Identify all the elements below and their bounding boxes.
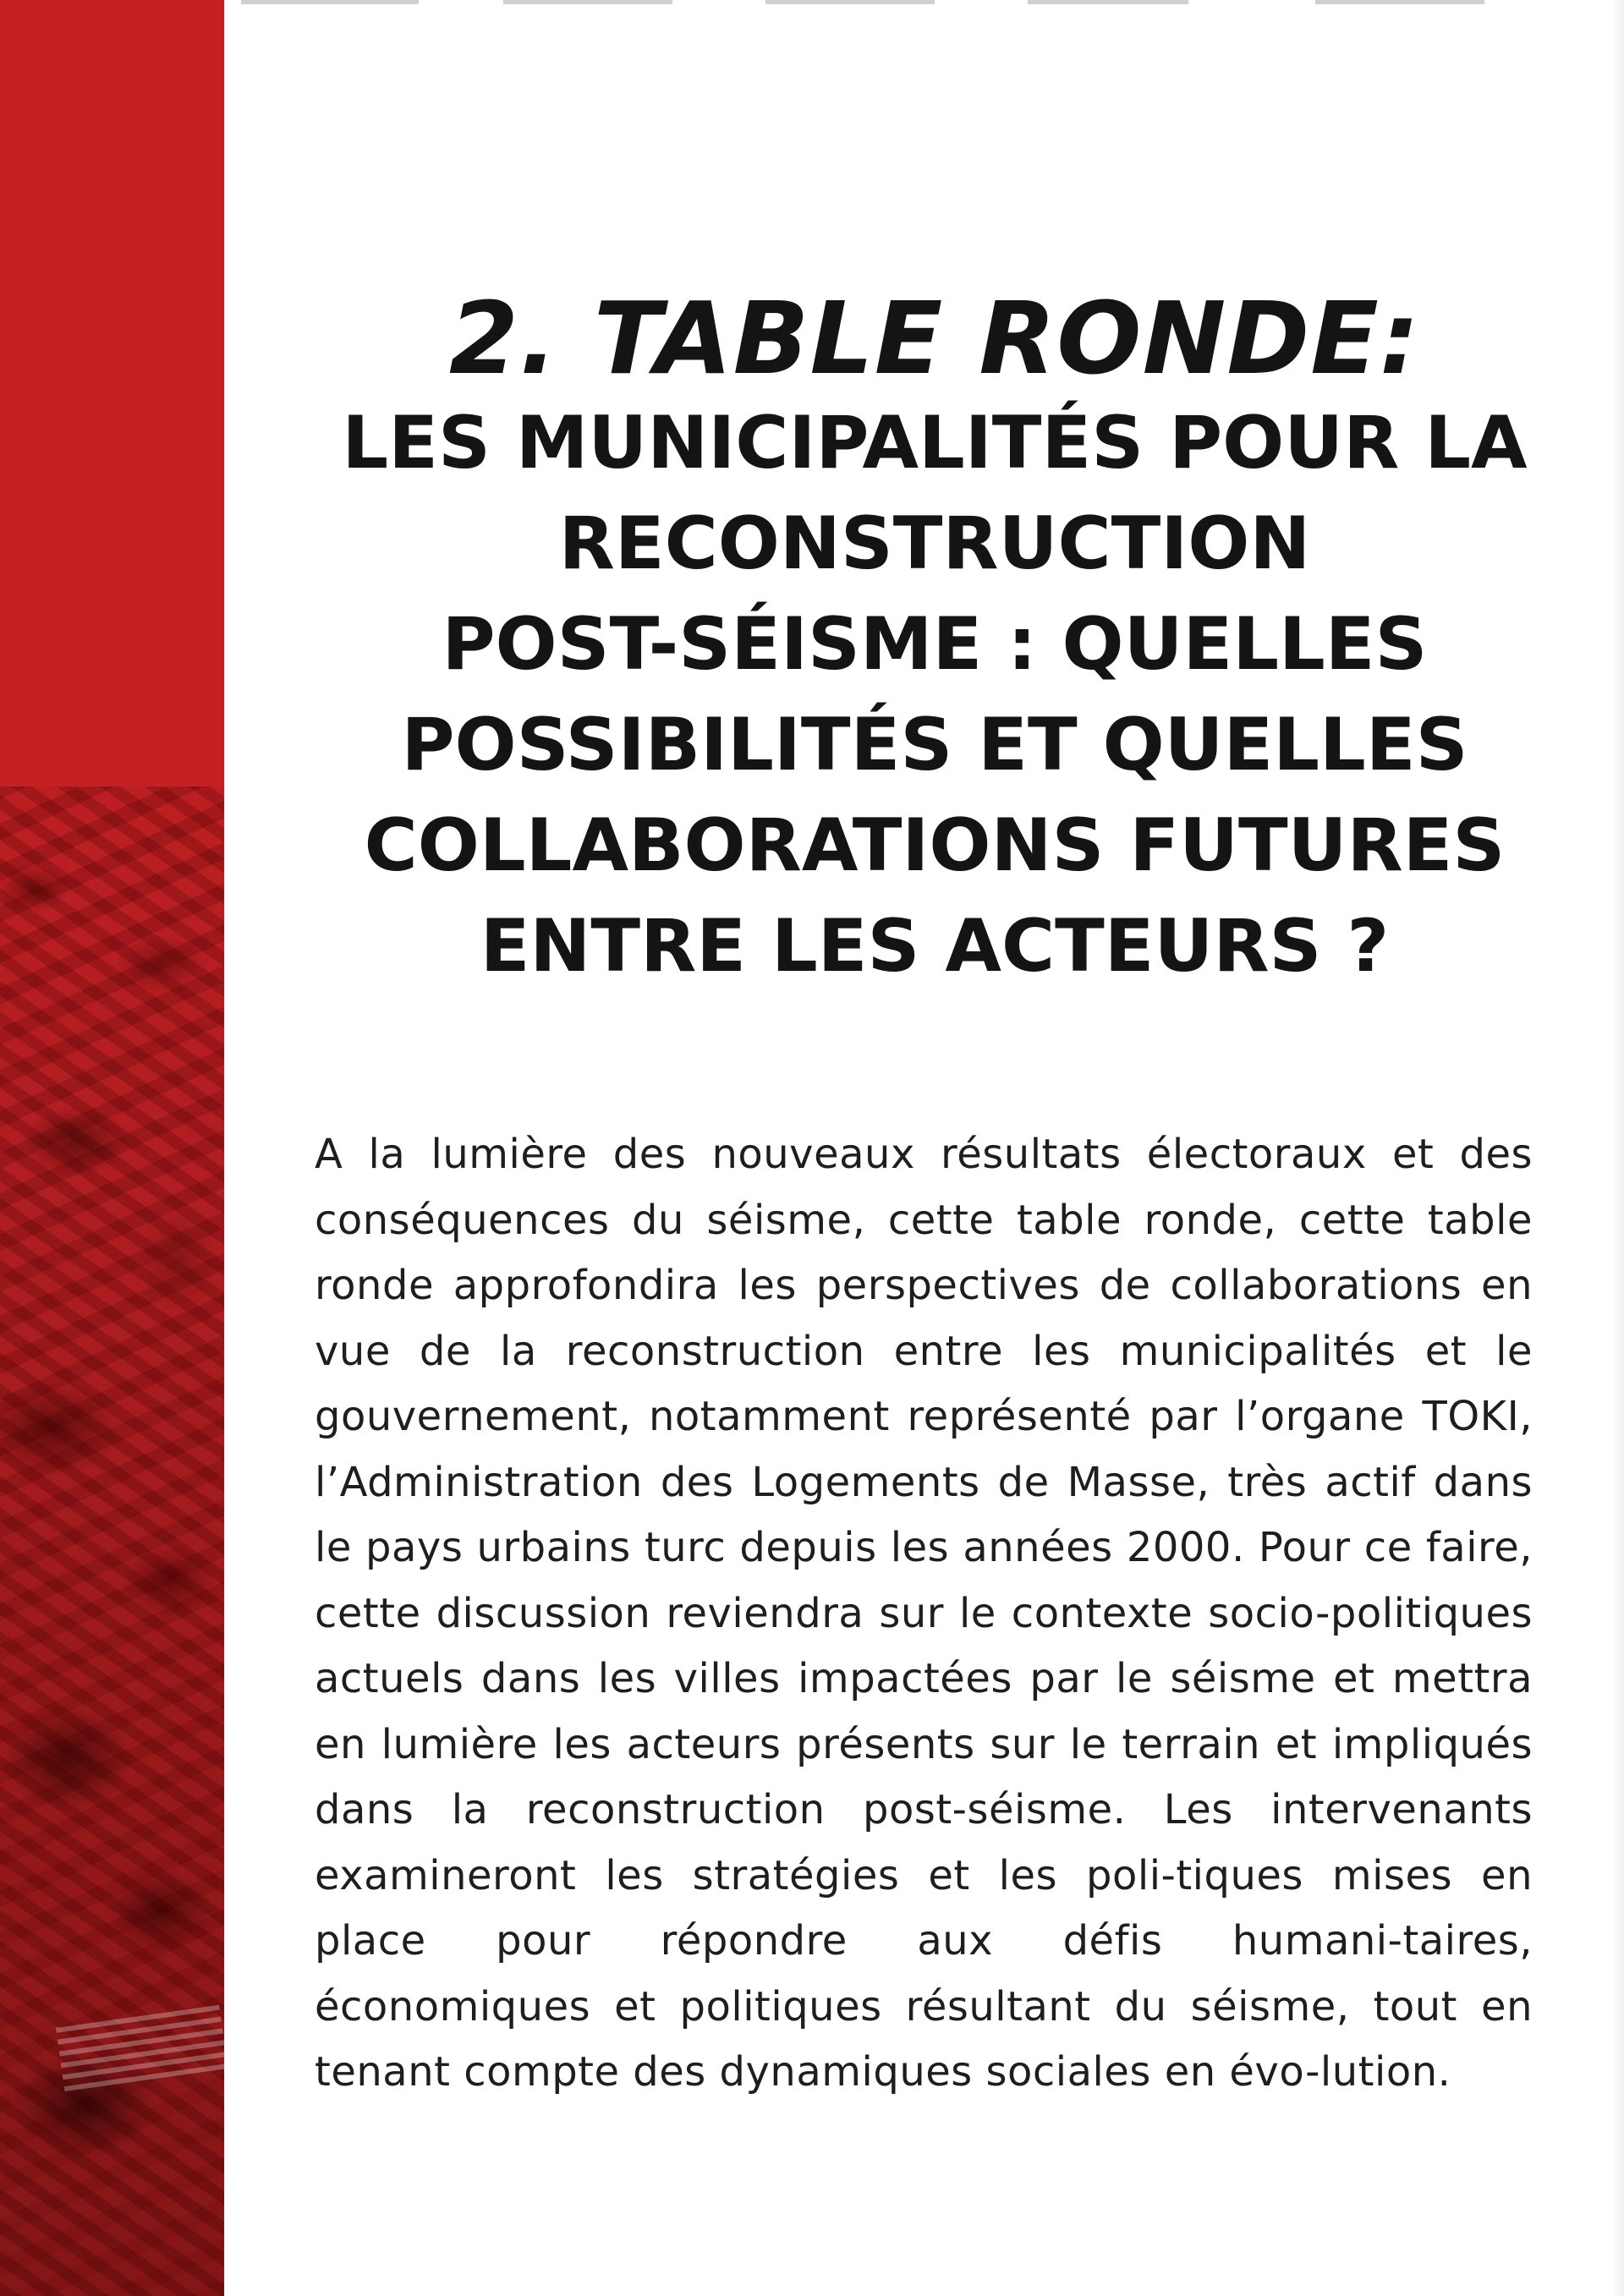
top-edge-marks <box>224 0 1624 5</box>
section-heading <box>288 280 1582 997</box>
red-side-band <box>0 0 224 2296</box>
body-paragraph: A la lumière des nouveaux résultats électoraux et des conséquences du séisme, cette table ronde, cette table ronde approfondira les perspectives de collaborations en vue de la reconstruction entre les municipalités et le gouvernement, notamment représenté par l’organe TOKI, l’Administration des Logements de Masse, très actif dans le pays urbains turc depuis les années 2000. Pour ce faire, cette discussion reviendra sur le contexte socio-politiques actuels dans les villes impactées par le séisme et mettra en lumière les acteurs présents sur le terrain et impliqués dans la reconstruction post-séisme. Les intervenants examineront les stratégies et les poli-tiques mises en place pour répondre aux défis humani-taires, économiques et politiques résultant du séisme, tout en tenant compte des dynamiques sociales en évo-lution. <box>315 1131 1533 2096</box>
heading-line-3: POST-SÉISME : QUELLES <box>442 602 1428 687</box>
page-right-edge <box>1612 0 1624 2296</box>
heading-line-5: COLLABORATIONS FUTURES <box>364 803 1506 888</box>
red-band-solid <box>0 0 224 812</box>
section-number-title: 2. TABLE RONDE: <box>448 280 1421 397</box>
heading-line-4: POSSIBILITÉS ET QUELLES <box>401 703 1468 787</box>
heading-line-1: LES MUNICIPALITÉS POUR LA <box>342 401 1528 485</box>
heading-line-2: RECONSTRUCTION <box>558 501 1311 586</box>
heading-line-6: ENTRE LES ACTEURS ? <box>480 904 1390 989</box>
